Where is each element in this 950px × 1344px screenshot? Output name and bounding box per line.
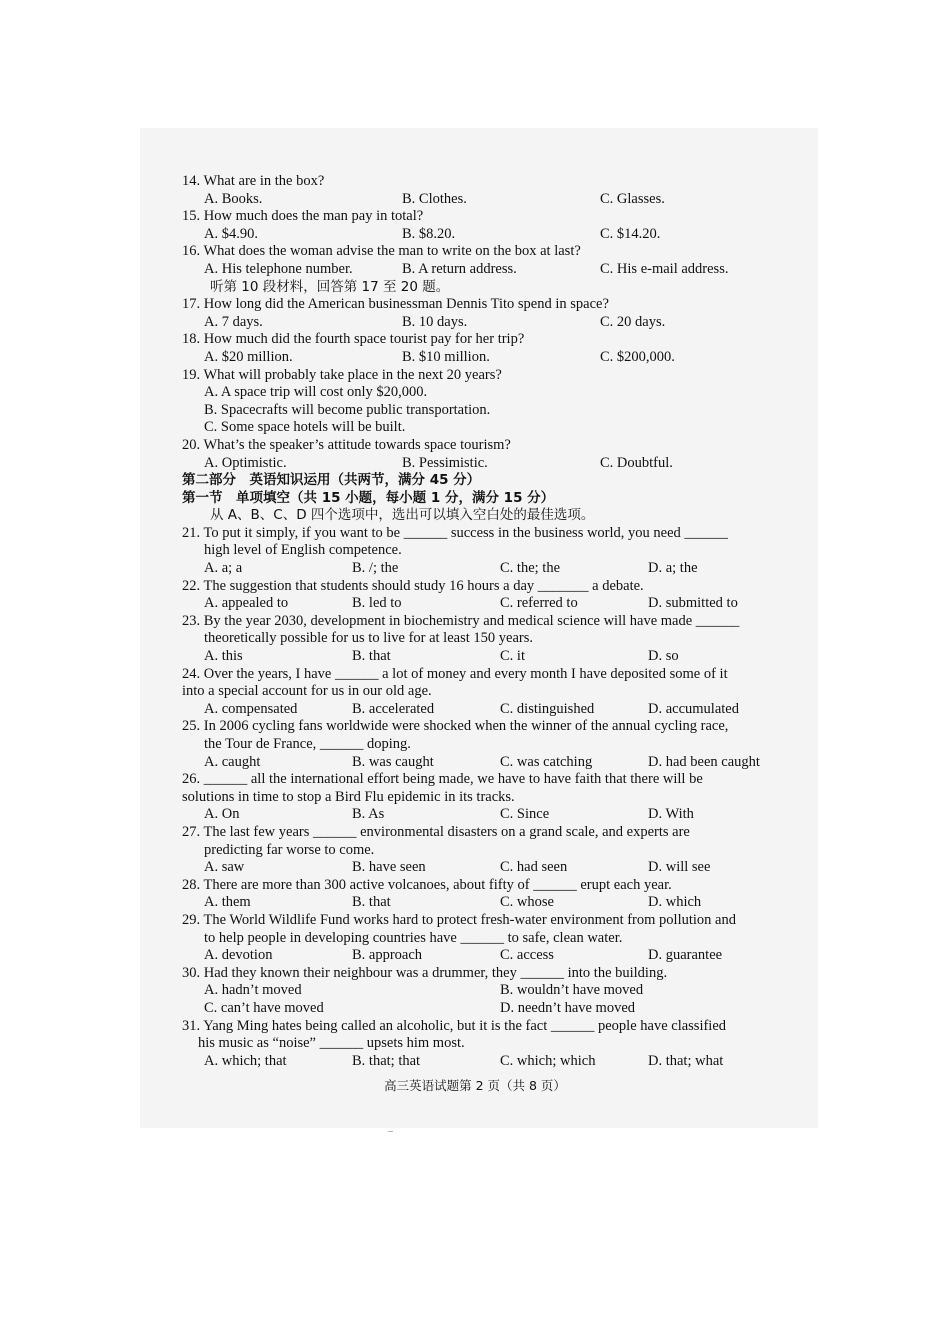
option-d: D. guarantee	[648, 947, 723, 964]
option-d: D. that; what	[648, 1052, 724, 1069]
question-14-options	[182, 191, 790, 209]
option-a: A. 7 days.	[204, 313, 263, 330]
section1-title: 第一节 单项填空（共 15 小题，每小题 1 分，满分 15 分）	[182, 489, 555, 506]
option-c: C. Doubtful.	[600, 454, 673, 471]
question-17: 17. How long did the American businessman Dennis Tito spend in space?	[182, 296, 609, 313]
option-a: A. a; a	[204, 560, 243, 577]
option-a: A. $20 million.	[204, 348, 293, 365]
question-16-options	[182, 261, 790, 279]
option-c: C. Glasses.	[600, 190, 665, 207]
option-a: A. His telephone number.	[204, 260, 353, 277]
question-17-options	[182, 314, 790, 332]
question-29-options	[182, 947, 790, 965]
question-27: 27. The last few years ______ environmental disasters on a grand scale, and experts are	[182, 823, 690, 840]
question-31-cont: his music as “noise” ______ upsets him most.	[198, 1035, 465, 1052]
option-b: B. led to	[352, 595, 402, 612]
exam-content	[182, 173, 790, 1070]
option-c: C. His e-mail address.	[600, 260, 729, 277]
listening-instruction: 听第 10 段材料，回答第 17 至 20 题。	[210, 278, 450, 295]
question-14: 14. What are in the box?	[182, 173, 325, 189]
question-18: 18. How much did the fourth space tourist pay for her trip?	[182, 331, 525, 348]
question-16: 16. What does the woman advise the man to write on the box at last?	[182, 243, 581, 260]
question-29: 29. The World Wildlife Fund works hard to protect fresh-water environment from pollution and	[182, 911, 736, 928]
question-31: 31. Yang Ming hates being called an alcoholic, but it is the fact ______ people have classified	[182, 1017, 727, 1034]
option-c: C. it	[500, 648, 525, 665]
option-a: A. $4.90.	[204, 225, 258, 242]
question-20: 20. What’s the speaker’s attitude towards space tourism?	[182, 436, 511, 453]
question-28: 28. There are more than 300 active volcanoes, about fifty of ______ erupt each year.	[182, 876, 672, 893]
question-26-options	[182, 806, 790, 824]
option-a: A. compensated	[204, 700, 298, 717]
question-30: 30. Had they known their neighbour was a drummer, they ______ into the building.	[182, 964, 668, 981]
option-d: D. had been caught	[648, 753, 760, 770]
option-c: C. can’t have moved	[204, 999, 324, 1016]
option-c: C. $14.20.	[600, 225, 661, 242]
question-23-cont: theoretically possible for us to live for at least 150 years.	[204, 630, 533, 647]
option-a: A. caught	[204, 753, 261, 770]
option-a: A. them	[204, 894, 251, 911]
option-b: B. wouldn’t have moved	[500, 982, 644, 999]
question-27-cont: predicting far worse to come.	[204, 841, 375, 858]
question-19: 19. What will probably take place in the next 20 years?	[182, 366, 502, 383]
option-a: A. On	[204, 806, 240, 823]
question-18-options	[182, 349, 790, 367]
question-28-options	[182, 894, 790, 912]
option-d: D. submitted to	[648, 595, 738, 612]
question-30-options-row2	[182, 1000, 790, 1018]
option-d: D. will see	[648, 859, 711, 876]
option-a: A. saw	[204, 859, 245, 876]
option-c: C. the; the	[500, 560, 561, 577]
option-a: A. which; that	[204, 1052, 287, 1069]
question-21-cont: high level of English competence.	[204, 542, 402, 559]
question-23: 23. By the year 2030, development in biochemistry and medical science will have made ______	[182, 612, 740, 629]
option-d: D. so	[648, 648, 679, 665]
question-21-options	[182, 560, 790, 578]
option-b: B. Clothes.	[402, 190, 467, 207]
question-22: 22. The suggestion that students should study 16 hours a day _______ a debate.	[182, 577, 644, 594]
section1-instruction: 从 A、B、C、D 四个选项中，选出可以填入空白处的最佳选项。	[210, 507, 595, 524]
option-c: C. distinguished	[500, 700, 595, 717]
question-22-options	[182, 595, 790, 613]
option-b: B. /; the	[352, 560, 399, 577]
option-c: C. access	[500, 947, 554, 964]
option-c: C. $200,000.	[600, 348, 675, 365]
option-b: B. $10 million.	[402, 348, 490, 365]
question-15-options	[182, 226, 790, 244]
option-c: C. 20 days.	[600, 313, 666, 330]
option-b: B. that	[352, 648, 391, 665]
option-d: D. a; the	[648, 560, 698, 577]
question-21: 21. To put it simply, if you want to be ______ success in the business world, you need ______	[182, 524, 728, 541]
question-25-cont: the Tour de France, ______ doping.	[204, 736, 411, 752]
option-b: B. As	[352, 806, 385, 823]
option-b: B. was caught	[352, 753, 434, 770]
option-a: A. devotion	[204, 947, 273, 964]
question-25: 25. In 2006 cycling fans worldwide were shocked when the winner of the annual cycling race,	[182, 718, 729, 735]
question-27-options	[182, 859, 790, 877]
option-b: B. have seen	[352, 859, 426, 876]
question-30-options-row1	[182, 982, 790, 1000]
option-b: B. Spacecrafts will become public transportation.	[204, 401, 491, 418]
option-c: C. Some space hotels will be built.	[204, 419, 406, 436]
option-a: A. hadn’t moved	[204, 982, 302, 999]
option-c: C. referred to	[500, 595, 578, 612]
option-d: D. needn’t have moved	[500, 999, 636, 1016]
question-26: 26. ______ all the international effort being made, we have to have faith that there will be	[182, 771, 703, 788]
question-26-cont: solutions in time to stop a Bird Flu epidemic in its tracks.	[182, 788, 515, 805]
question-24: 24. Over the years, I have ______ a lot of money and every month I have deposited some of it	[182, 665, 728, 682]
option-b: B. that	[352, 894, 391, 911]
question-24-options	[182, 701, 790, 719]
option-a: A. this	[204, 648, 243, 665]
question-20-options	[182, 455, 790, 473]
scan-mark: –	[388, 1126, 393, 1137]
option-b: B. A return address.	[402, 260, 517, 277]
part2-title: 第二部分 英语知识运用（共两节，满分 45 分）	[182, 472, 481, 489]
option-c: C. had seen	[500, 859, 568, 876]
question-31-options	[182, 1053, 790, 1071]
option-c: C. whose	[500, 894, 554, 911]
option-b: B. that; that	[352, 1052, 421, 1069]
question-29-cont: to help people in developing countries have ______ to safe, clean water.	[204, 929, 623, 946]
option-b: B. accelerated	[352, 700, 435, 717]
question-24-cont: into a special account for us in our old age.	[182, 683, 432, 700]
option-c: C. was catching	[500, 753, 593, 770]
option-a: A. Optimistic.	[204, 454, 287, 471]
option-a: A. A space trip will cost only $20,000.	[204, 384, 428, 401]
page-footer: 高三英语试题第 2 页（共 8 页）	[384, 1078, 566, 1093]
option-d: D. which	[648, 894, 702, 911]
option-d: D. With	[648, 806, 694, 823]
option-a: A. Books.	[204, 190, 263, 207]
option-b: B. 10 days.	[402, 313, 468, 330]
option-b: B. Pessimistic.	[402, 454, 488, 471]
option-c: C. Since	[500, 806, 550, 823]
option-b: B. approach	[352, 947, 423, 964]
question-15: 15. How much does the man pay in total?	[182, 208, 424, 225]
option-a: A. appealed to	[204, 595, 289, 612]
option-d: D. accumulated	[648, 700, 739, 717]
question-23-options	[182, 648, 790, 666]
option-b: B. $8.20.	[402, 225, 456, 242]
option-c: C. which; which	[500, 1052, 596, 1069]
question-25-options	[182, 754, 790, 772]
